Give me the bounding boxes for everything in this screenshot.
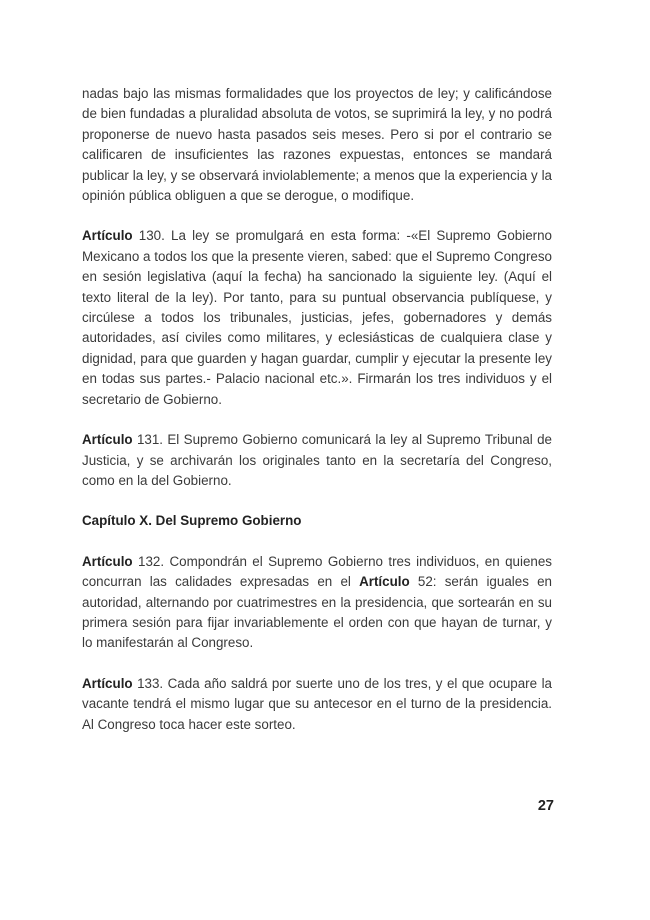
article-130 (82, 226, 552, 410)
article-131 (82, 430, 552, 491)
article-132 (82, 552, 552, 654)
chapter-heading: Capítulo X. Del Supremo Gobierno (82, 513, 302, 529)
article-text: 131. El Supremo Gobierno comunicará la ley al Supremo Tribunal de Justicia, y se archivarán los originales tanto en la secretaría del Congreso, como en la del Gobierno. (82, 432, 552, 488)
article-text: 132. Compondrán el Supremo Gobierno tres individuos, en quienes concurran las calidades expresadas en el (82, 553, 552, 590)
article-text: 130. La ley se promulgará en esta forma: -«El Supremo Gobierno Mexicano a todos los que la presente vieren, sabed: que el Supremo Congreso en sesión legislativa (aquí la fecha) ha sancionado la siguiente ley. (Aquí el texto literal de la ley). Por tanto, para su puntual observancia publíquese, y circúlese a todos los tribunales, justicias, jefes, gobernadores y demás autoridades, así civiles como militares, y eclesiásticas de cualquiera clase y dignidad, para que guarden y hagan guardar, cumplir y ejecutar la presente ley en todas sus partes.- Palacio nacional etc.». Firmarán los tres individuos y el secretario de Gobierno. (82, 228, 552, 407)
article-text: 52: serán iguales en autoridad, alternando por cuatrimestres en la presidencia, que sortearán en su primera sesión para fijar invariablemente el orden con que hayan de turnar, y lo manifestarán al Congreso. (82, 574, 552, 651)
article-inline-label: Artículo (359, 574, 410, 590)
article-label: Artículo (82, 675, 133, 691)
article-133 (82, 674, 552, 735)
article-label: Artículo (82, 228, 133, 244)
paragraph-continuation (82, 84, 552, 206)
article-label: Artículo (82, 553, 133, 569)
page-body (82, 84, 552, 755)
article-label: Artículo (82, 432, 133, 448)
paragraph-text: nadas bajo las mismas formalidades que los proyectos de ley; y calificándose de bien fundadas a pluralidad absoluta de votos, se suprimirá la ley, y no podrá proponerse de nuevo hasta pasados seis meses. Pero si por el contrario se calificaren de insuficientes las razones expuestas, entonces se mandará publicar la ley, y se observará inviolablemente; a menos que la experiencia y la opinión pública obliguen a que se derogue, o modifique. (82, 86, 552, 204)
article-text: 133. Cada año saldrá por suerte uno de los tres, y el que ocupare la vacante tendrá el mismo lugar que su antecesor en el turno de la presidencia. Al Congreso toca hacer este sorteo. (82, 675, 552, 732)
page-number: 27 (537, 798, 554, 814)
